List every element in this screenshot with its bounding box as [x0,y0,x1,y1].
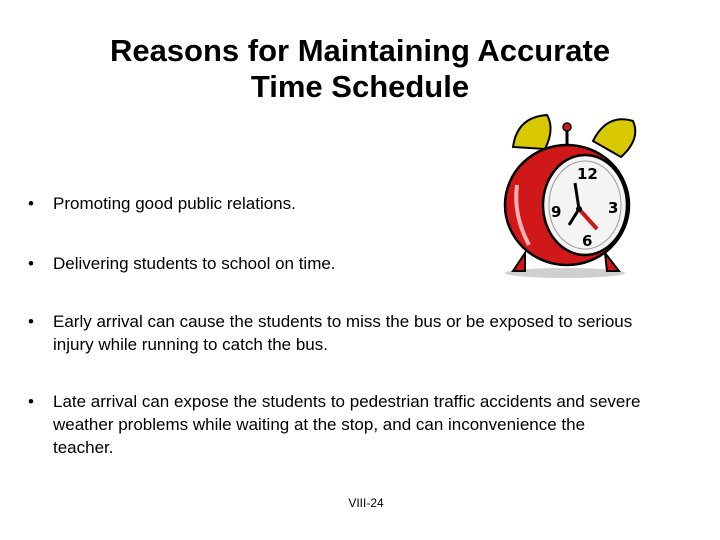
bullet-item [28,390,648,459]
clock-numeral-9: 9 [551,203,562,221]
page-number-text: VIII-24 [348,496,384,510]
bullet-text: Delivering students to school on time. [53,254,336,273]
clock-leg-right [605,253,619,271]
clock-leg-left [513,253,525,271]
bullet-marker: • [28,312,34,331]
bullet-text: Early arrival can cause the students to miss the bus or be exposed to serious injury while running to catch the bus. [53,312,633,354]
clock-hammer-head [563,123,571,131]
bullet-marker: • [28,194,34,213]
clock-center-pin [576,206,582,212]
bullet-marker: • [28,392,34,411]
clock-bell-right [593,119,635,157]
slide-title-line-1: Reasons for Maintaining Accurate [109,33,611,68]
clock-bell-left [513,115,551,149]
bullet-marker: • [28,254,34,273]
clock-numeral-3: 3 [608,199,619,217]
bullet-text: Promoting good public relations. [53,194,296,213]
page-number [0,496,720,510]
bullet-item [28,310,648,356]
alarm-clock-icon [495,105,645,280]
clock-numeral-12: 12 [577,165,598,183]
bullet-text: Late arrival can expose the students to pedestrian traffic accidents and severe weather problems while waiting at the stop, and can inconvenience the teacher. [53,392,641,457]
clock-numeral-6: 6 [582,232,593,250]
slide-title-line-2: Time Schedule [250,69,470,104]
